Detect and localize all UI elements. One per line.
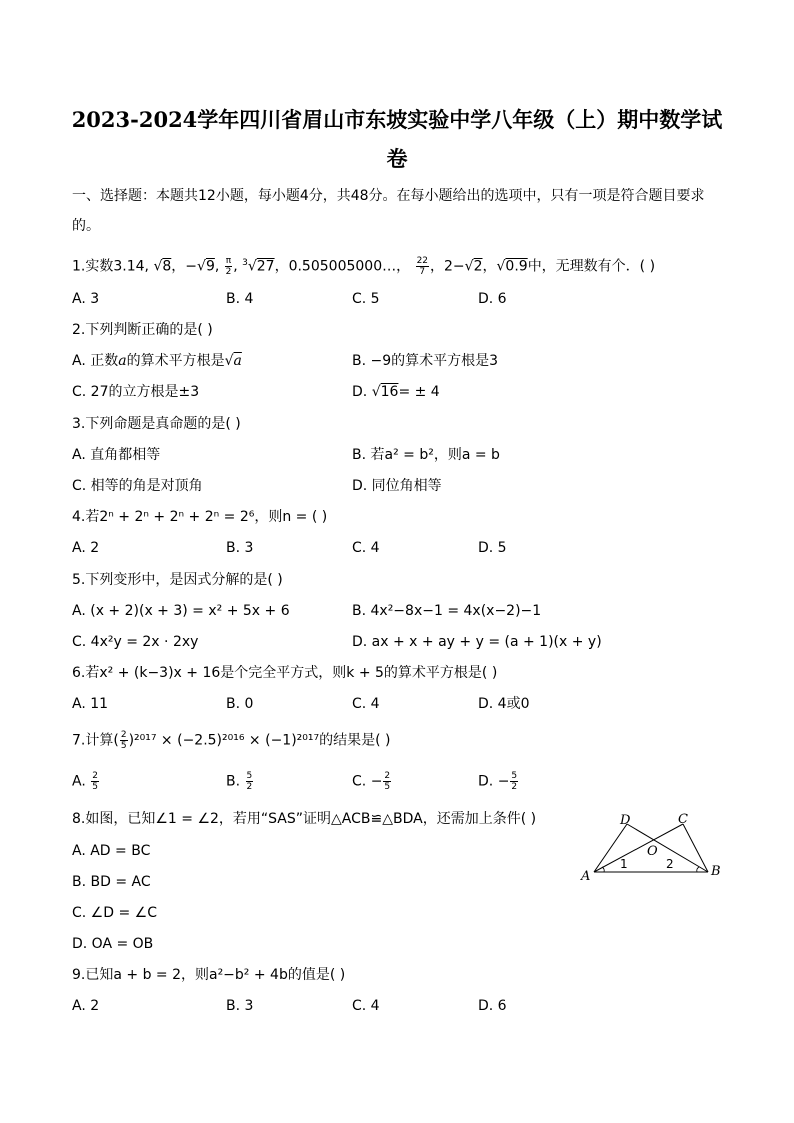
q6-option-b: B. 0 <box>226 696 254 712</box>
option-frac <box>383 771 391 792</box>
sqrt-symbol: √ <box>153 258 163 275</box>
q7-frac <box>120 730 128 751</box>
q7-option-d <box>478 771 519 792</box>
label-angle-1: 1 <box>620 857 628 871</box>
frac-denominator: 2 <box>246 782 253 792</box>
q2-a-pre: A. 正数 <box>72 353 119 369</box>
q9-option-a: A. 2 <box>72 998 100 1014</box>
frac-denominator: 5 <box>92 782 98 792</box>
q2-d-root: 16 <box>380 384 399 400</box>
label-c: C <box>678 812 688 827</box>
q4-option-d: D. 5 <box>478 540 507 556</box>
math-var: a <box>233 353 242 369</box>
label-angle-2: 2 <box>666 857 674 871</box>
q1-sep: , <box>214 258 220 275</box>
frac-numerator: 2 <box>384 771 391 781</box>
q5-option-b: B. 4x²−8x−1 = 4x(x−2)−1 <box>352 603 542 619</box>
q2-option-b: B. −9的算术平方根是3 <box>352 353 499 369</box>
frac-denominator: 5 <box>120 741 127 751</box>
question-3: 3.下列命题是真命题的是( ) <box>72 416 241 432</box>
section-instructions: 一、选择题：本题共12小题，每小题4分，共48分。在每小题给出的选项中，只有一项是符合题目要求的。 <box>72 188 705 234</box>
sqrt-symbol: √ <box>197 258 206 275</box>
q8-option-a: A. AD = BC <box>72 843 151 859</box>
question-8: 8.如图，已知∠1 = ∠2，若用“SAS”证明△ACB≌△BDA，还需加上条件( ) <box>72 811 537 827</box>
frac-denominator: 5 <box>384 782 391 792</box>
option-label: A. <box>72 773 86 790</box>
q1-root-27: 27 <box>256 258 275 275</box>
option-label: B. <box>226 773 241 790</box>
q1-option-b: B. 4 <box>226 291 254 307</box>
label-o: O <box>647 844 658 859</box>
q7-stem-post: )²⁰¹⁷ × (−2.5)²⁰¹⁶ × (−1)²⁰¹⁷的结果是( ) <box>128 732 391 749</box>
q1-sep: ，2− <box>430 258 465 275</box>
option-frac <box>246 771 254 792</box>
q8-option-b: B. BD = AC <box>72 874 151 890</box>
frac-numerator: 2 <box>120 730 127 740</box>
q1-sep: ， <box>482 258 497 275</box>
q1-sep: , <box>233 258 238 275</box>
q2-option-c: C. 27的立方根是±3 <box>72 384 200 400</box>
q1-sep: ，0.505005000…， <box>274 258 411 275</box>
cube-root-index: 3 <box>242 258 248 268</box>
q1-root-2: 2 <box>473 258 483 275</box>
q1-tail: 中，无理数有个．( ) <box>527 258 656 275</box>
q1-root-9: 9 <box>205 258 215 275</box>
q2-d-pre: D. <box>352 384 368 400</box>
question-2: 2.下列判断正确的是( ) <box>72 322 213 338</box>
sqrt-symbol: √ <box>247 258 257 275</box>
q7-option-b <box>226 771 254 792</box>
option-frac <box>91 771 99 792</box>
q6-option-a: A. 11 <box>72 696 109 712</box>
q9-option-d: D. 6 <box>478 998 507 1014</box>
label-d: D <box>620 813 631 828</box>
math-var: a <box>118 353 127 369</box>
q6-option-d: D. 4或0 <box>478 696 530 712</box>
question-6: 6.若x² + (k−3)x + 16是个完全平方式，则k + 5的算术平方根是( ) <box>72 665 498 681</box>
q7-option-a <box>72 771 100 792</box>
sqrt-symbol: √ <box>371 384 381 400</box>
q1-option-d: D. 6 <box>478 291 507 307</box>
q3-option-a: A. 直角都相等 <box>72 447 161 463</box>
q4-option-a: A. 2 <box>72 540 100 556</box>
q1-root-8: 8 <box>162 258 172 275</box>
q9-option-c: C. 4 <box>352 998 380 1014</box>
q8-option-d: D. OA = OB <box>72 936 154 952</box>
q3-option-c: C. 相等的角是对顶角 <box>72 478 203 494</box>
frac-numerator: π <box>225 256 232 267</box>
exam-title: 2023-2024学年四川省眉山市东坡实验中学八年级（上）期中数学试 <box>71 107 723 132</box>
frac-numerator: 5 <box>511 771 518 781</box>
option-sign: − <box>370 773 383 790</box>
angle-2-arc <box>697 867 699 872</box>
option-label: D. <box>478 773 494 790</box>
frac-denominator: 2 <box>511 782 518 792</box>
q5-option-c: C. 4x²y = 2x · 2xy <box>72 634 199 650</box>
q2-a-mid: 的算术平方根是 <box>126 353 225 369</box>
frac-denominator: 2 <box>225 267 232 278</box>
q7-stem-pre: 7.计算( <box>72 732 119 749</box>
q1-lead: 1.实数3.14, <box>72 258 149 275</box>
question-7 <box>72 730 391 751</box>
label-a: A <box>581 869 591 884</box>
q1-frac-pi <box>225 256 232 277</box>
q1-frac-22-7 <box>416 256 429 277</box>
q5-option-d: D. ax + x + ay + y = (a + 1)(x + y) <box>352 634 602 650</box>
triangle-figure <box>578 812 728 884</box>
sqrt-symbol: √ <box>496 258 506 275</box>
frac-numerator: 22 <box>416 256 429 267</box>
question-1 <box>72 254 655 277</box>
q3-option-b: B. 若a² = b²，则a = b <box>352 447 500 463</box>
q3-option-d: D. 同位角相等 <box>352 478 442 494</box>
q8-option-c: C. ∠D = ∠C <box>72 905 157 921</box>
q1-option-a: A. 3 <box>72 291 100 307</box>
label-b: B <box>711 864 721 879</box>
question-9: 9.已知a + b = 2，则a²−b² + 4b的值是( ) <box>72 967 346 983</box>
q1-option-c: C. 5 <box>352 291 380 307</box>
sqrt-symbol: √ <box>224 353 234 369</box>
q2-d-post: = ± 4 <box>398 384 440 400</box>
q2-option-a <box>72 352 242 370</box>
q1-root-0-9: 0.9 <box>505 258 528 275</box>
q9-option-b: B. 3 <box>226 998 254 1014</box>
question-5: 5.下列变形中，是因式分解的是( ) <box>72 572 283 588</box>
q7-option-c <box>352 771 392 792</box>
sqrt-symbol: √ <box>464 258 474 275</box>
q1-sep: ，− <box>171 258 198 275</box>
option-frac <box>510 771 518 792</box>
question-4: 4.若2ⁿ + 2ⁿ + 2ⁿ + 2ⁿ = 2⁶，则n = ( ) <box>72 509 328 525</box>
q6-option-c: C. 4 <box>352 696 380 712</box>
q4-option-b: B. 3 <box>226 540 254 556</box>
q2-option-d <box>352 383 440 401</box>
frac-numerator: 2 <box>92 771 98 781</box>
q4-option-c: C. 4 <box>352 540 380 556</box>
exam-title-cont: 卷 <box>386 146 408 171</box>
option-sign: − <box>497 773 510 790</box>
frac-denominator: 7 <box>419 267 426 278</box>
q5-option-a: A. (x + 2)(x + 3) = x² + 5x + 6 <box>72 603 290 619</box>
frac-numerator: 5 <box>246 771 253 781</box>
option-label: C. <box>352 773 367 790</box>
